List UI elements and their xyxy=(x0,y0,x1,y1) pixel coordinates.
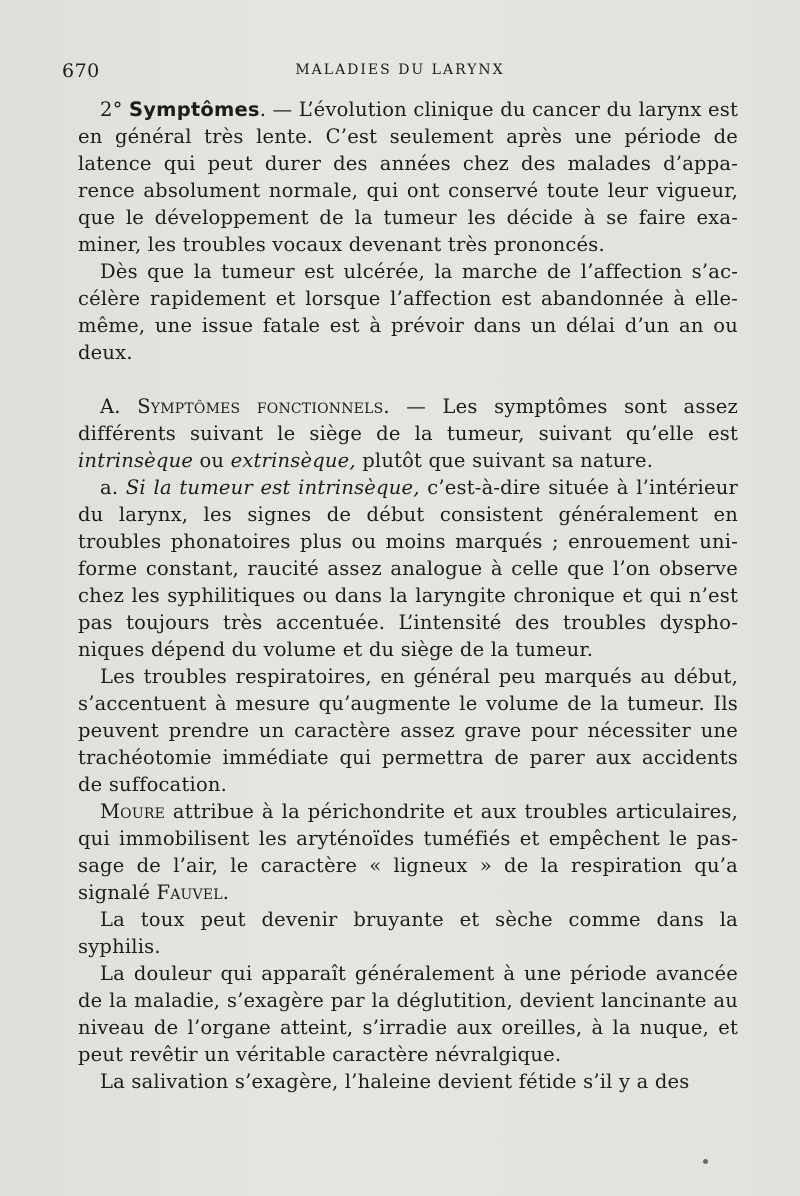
item-a-lead: Si la tumeur est intrinsèque, xyxy=(125,476,420,499)
running-title: MALADIES DU LARYNX xyxy=(295,62,505,78)
salivation-paragraph: La salivation s’exagère, l’haleine devient fétide s’il y a des xyxy=(100,1070,690,1093)
symptomes-paragraph xyxy=(78,96,738,258)
item-a-text: c’est-à-dire située à l’intérieur du larynx, les signes de début consistent généralement en troubles phonatoires plus ou moins marqués ; enrouement uni-forme constant, raucité assez analogue à celle que l’on observe chez les syphilitiques ou dans la laryngite chronique et qui n’est pas toujours très accentuée. L’intensité des troubles dyspho-niques dépend du volume et du siège de la tumeur. xyxy=(78,476,738,661)
term-intrinseque: intrinsèque xyxy=(78,449,194,472)
moure-paragraph xyxy=(78,798,738,906)
douleur-paragraph: La douleur qui apparaît généralement à une période avancée de la maladie, s’exagère par la déglutition, devient lancinante au niveau de l’organe atteint, s’irradie aux oreilles, à la nuque, et peut revêtir un véritable caractère névralgique. xyxy=(78,962,738,1066)
page-number: 670 xyxy=(62,60,100,82)
subsection-intro: . — Les symptômes sont assez différents suivant le siège de la tumeur, suivant qu’elle est xyxy=(78,395,738,445)
section-heading: Symptômes xyxy=(129,98,260,121)
body-text xyxy=(78,96,738,1095)
item-a-paragraph xyxy=(78,474,738,663)
moure-text: attribue à la périchondrite et aux troubles articulaires, qui immobilisent les aryténoïdes tuméfiés et empêchent le pas-sage de l’air, le caractère « ligneux » de la respiration qu’a signalé xyxy=(78,800,738,904)
author-moure: Moure xyxy=(100,800,166,823)
subsection-intro-end: plutôt que suivant sa nature. xyxy=(355,449,654,472)
print-speck xyxy=(703,1159,708,1164)
toux-paragraph: La toux peut devenir bruyante et sèche comme dans la syphilis. xyxy=(78,908,738,958)
subsection-marker: A. xyxy=(100,395,121,418)
author-fauvel: Fauvel xyxy=(156,881,223,904)
symptomes-fonctionnels-paragraph xyxy=(78,393,738,474)
conjunction: ou xyxy=(193,449,231,472)
ulceration-paragraph: Dès que la tumeur est ulcérée, la marche de l’affection s’ac-célère rapidement et lorsque l’affection est abandonnée à elle-même, une issue fatale est à prévoir dans un délai d’un an ou deux. xyxy=(78,260,738,364)
respiratory-paragraph: Les troubles respiratoires, en général peu marqués au début, s’accentuent à mesure qu’augmente le volume de la tumeur. Ils peuvent prendre un caractère assez grave pour nécessiter une trachéotomie immédiate qui permettra de parer aux accidents de suffocation. xyxy=(78,665,738,796)
subsection-heading: Symptômes fonctionnels xyxy=(137,395,384,418)
section-number: 2° xyxy=(100,98,123,121)
fauvel-end: . xyxy=(222,881,230,904)
item-a-marker: a. xyxy=(100,476,119,499)
section-intro-text: . — L’évolution clinique du cancer du larynx est en général très lente. C’est seulement après une période de latence qui peut durer des années chez des malades d’appa-rence absolument normale, qui ont conservé toute leur vigueur, que le développement de la tumeur les décide à se faire exa-miner, les troubles vocaux devenant très prononcés. xyxy=(78,98,738,256)
term-extrinseque: extrinsèque, xyxy=(230,449,356,472)
